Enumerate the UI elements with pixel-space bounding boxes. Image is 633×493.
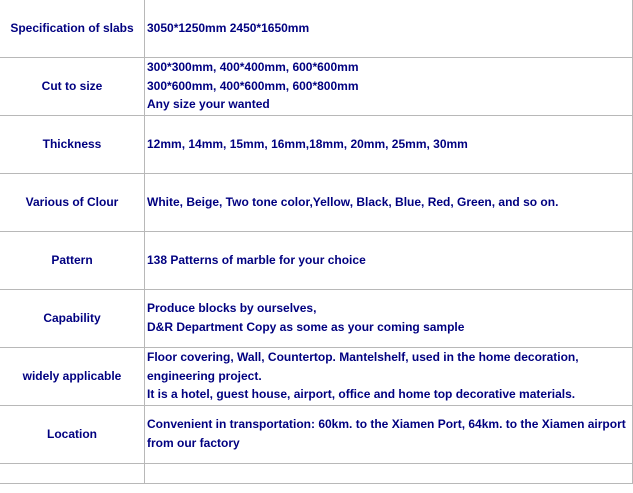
value-line: from our factory xyxy=(147,436,240,450)
row-value xyxy=(145,57,633,115)
value-line: 300*300mm, 400*400mm, 600*600mm xyxy=(147,59,359,74)
row-value xyxy=(145,231,633,289)
table-row-capability xyxy=(0,289,633,347)
row-label: Capability xyxy=(0,289,145,347)
value-line: Produce blocks by ourselves, xyxy=(147,301,317,316)
row-label: Pattern xyxy=(0,231,145,289)
row-label: Thickness xyxy=(0,115,145,173)
row-value-empty xyxy=(145,463,633,483)
row-value xyxy=(145,115,633,173)
value-line: Convenient in transportation: 60km. to the Xiamen Port, 64km. to the Xiamen airport xyxy=(147,417,626,432)
row-label: widely applicable xyxy=(0,347,145,405)
table-row-specification-of-slabs xyxy=(0,0,633,57)
value-line: engineering project. xyxy=(147,368,262,383)
row-label-empty xyxy=(0,463,145,483)
table-row-cut-to-size xyxy=(0,57,633,115)
row-label: Location xyxy=(0,405,145,463)
row-value xyxy=(145,347,633,405)
table-row-thickness xyxy=(0,115,633,173)
value-line: 12mm, 14mm, 15mm, 16mm,18mm, 20mm, 25mm, 30mm xyxy=(147,136,468,151)
row-label: Specification of slabs xyxy=(0,0,145,57)
table-row-various-of-clour xyxy=(0,173,633,231)
value-line: Any size your wanted xyxy=(147,97,270,112)
value-line: 300*600mm, 400*600mm, 600*800mm xyxy=(147,78,359,93)
row-label: Various of Clour xyxy=(0,173,145,231)
row-value xyxy=(145,289,633,347)
row-value xyxy=(145,0,633,57)
row-value xyxy=(145,173,633,231)
value-line: 3050*1250mm 2450*1650mm xyxy=(147,20,310,35)
value-line: 138 Patterns of marble for your choice xyxy=(147,252,366,267)
table-row-location xyxy=(0,405,633,463)
value-line: Floor covering, Wall, Countertop. Mantelshelf, used in the home decoration, xyxy=(147,349,579,364)
table-row-widely-applicable xyxy=(0,347,633,405)
row-value xyxy=(145,405,633,463)
value-line: It is a hotel, guest house, airport, office and home top decorative materials. xyxy=(147,387,576,402)
table-row-partial xyxy=(0,463,633,483)
value-line: D&R Department Copy as some as your coming sample xyxy=(147,320,465,334)
value-line: White, Beige, Two tone color,Yellow, Black, Blue, Red, Green, and so on. xyxy=(147,194,559,209)
row-label: Cut to size xyxy=(0,57,145,115)
table-row-pattern xyxy=(0,231,633,289)
